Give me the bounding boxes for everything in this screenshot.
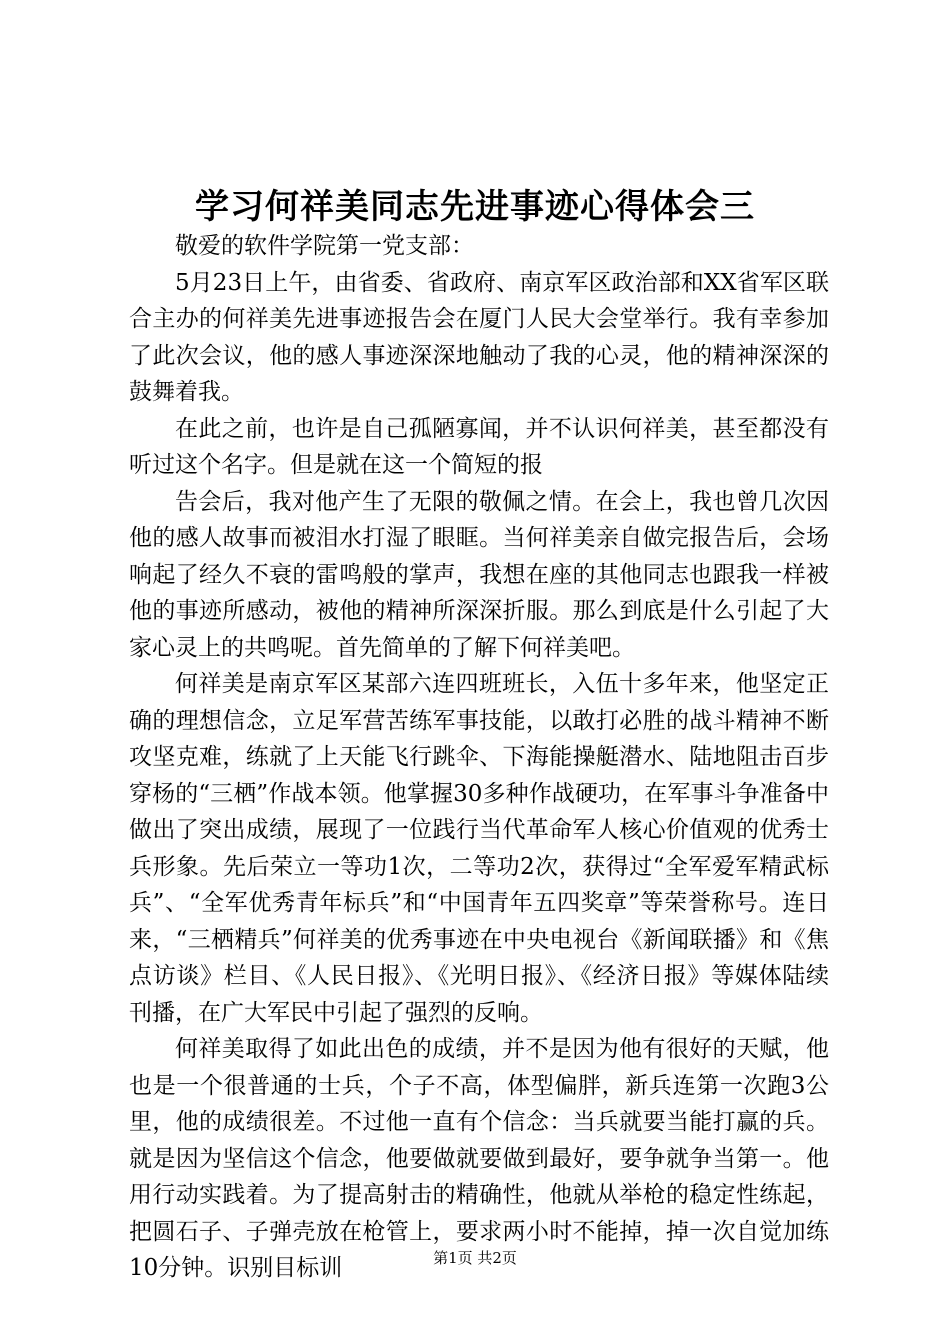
salutation: 敬爱的软件学院第一党支部： (175, 233, 474, 259)
document-title: 学习何祥美同志先进事迹心得体会三 (195, 187, 755, 227)
document-body (129, 228, 829, 1287)
paragraph-5: 何祥美取得了如此出色的成绩，并不是因为他有很好的天赋，他也是一个很普通的士兵，个子不高，体型偏胖，新兵连第一次跑3公里，他的成绩很差。不过他一直有个信念：当兵就要当能打赢的兵。就是因为坚信这个信念，他要做就要做到最好，要争就争当第一。他用行动实践着。为了提高射击的精确性，他就从举枪的稳定性练起，把圆石子、子弹壳放在枪管上，要求两小时不能掉，掉一次自觉加练10分钟。识别目标训 (129, 1036, 829, 1281)
paragraph-1: 5月23日上午，由省委、省政府、南京军区政治部和XX省军区联合主办的何祥美先进事迹报告会在厦门人民大会堂举行。我有幸参加了此次会议，他的感人事迹深深地触动了我的心灵，他的精神深深的鼓舞着我。 (129, 269, 829, 405)
paragraph-4: 何祥美是南京军区某部六连四班班长，入伍十多年来，他坚定正确的理想信念，立足军营苦练军事技能，以敢打必胜的战斗精神不断攻坚克难，练就了上天能飞行跳伞、下海能操艇潜水、陆地阻击百步穿杨的“三栖”作战本领。他掌握30多种作战硬功，在军事斗争准备中做出了突出成绩，展现了一位践行当代革命军人核心价值观的优秀士兵形象。先后荣立一等功1次，二等功2次，获得过“全军爱军精武标兵”、“全军优秀青年标兵”和“中国青年五四奖章”等荣誉称号。连日来，“三栖精兵”何祥美的优秀事迹在中央电视台《新闻联播》和《焦点访谈》栏目、《人民日报》、《光明日报》、《经济日报》等媒体陆续刊播，在广大军民中引起了强烈的反响。 (129, 671, 829, 1026)
paragraph-3: 告会后，我对他产生了无限的敬佩之情。在会上，我也曾几次因他的感人故事而被泪水打湿了眼眶。当何祥美亲自做完报告后，会场响起了经久不衰的雷鸣般的掌声，我想在座的其他同志也跟我一样被他的事迹所感动，被他的精神所深深折服。那么到底是什么引起了大家心灵上的共鸣呢。首先简单的了解下何祥美吧。 (129, 488, 829, 661)
paragraph-2: 在此之前，也许是自己孤陋寡闻，并不认识何祥美，甚至都没有听过这个名字。但是就在这一个简短的报 (129, 415, 829, 478)
page-footer: 第1页 共2页 (433, 1249, 517, 1267)
